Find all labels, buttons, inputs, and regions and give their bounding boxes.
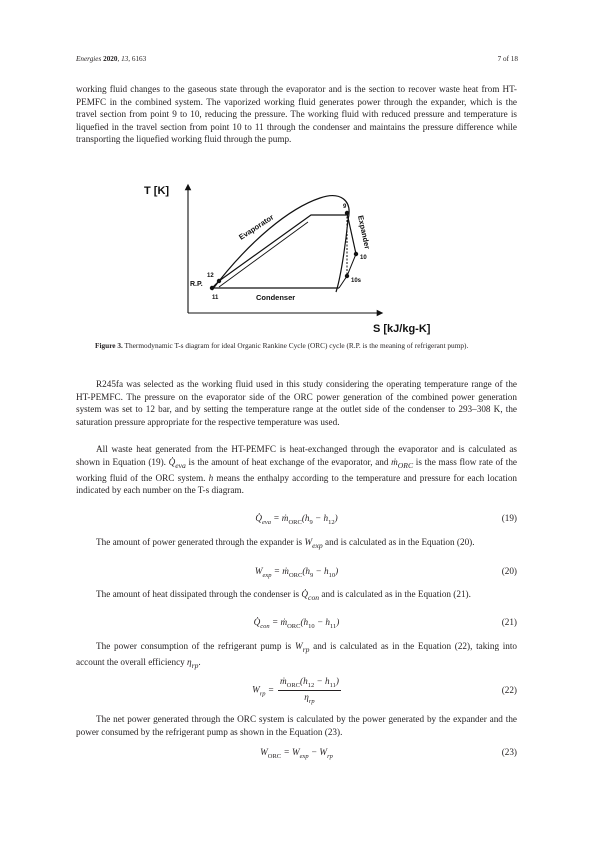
point-9 bbox=[345, 211, 349, 215]
p5-part-a: The amount of heat dissipated through the condenser is bbox=[96, 589, 300, 599]
equation-19: $Q̇_{eva}$ = $ṁ_{ORC}(h_9 - h_{12})$ (19) bbox=[255, 513, 517, 526]
rp-label: R.P. bbox=[190, 281, 203, 288]
equation-number-20: (20) bbox=[501, 566, 517, 576]
p6-part-b: and is calculated as in the Equation (22), taking into account the overall efficiency bbox=[76, 641, 518, 668]
paragraph-3: All waste heat generated from the HT-PEMFC is heat-exchanged through the evaporator and is calculated as shown in Equation (19). $Q̇_{eva}$ is the amount of heat exchange of the evaporator, and $ṁ_{ORC}$ is the mass flow rate of the working fluid of the ORC system. h means the enthalpy according to the temperature and pressure for each location indicated by each number on the T-s diagram. bbox=[76, 444, 518, 496]
p3-part-d: means the enthalpy according to the temperature and pressure for each location indicated by each number on the T-s diagram. bbox=[76, 472, 518, 496]
point-10s-label: 10s bbox=[351, 278, 362, 284]
point-11-label: 11 bbox=[212, 295, 219, 301]
paragraph-2: R245fa was selected as the working fluid used in this study considering the operating temperature range of the HT-PEMFC. The pressure on the evaporator side of the ORC power generation of the combined power generation system was set to 12 bar, and by setting the temperature range at the outlet side of the condenser to 293–308 K, the saturation pressure appropriate for the respective temperature was used. bbox=[76, 379, 517, 427]
evaporator-line-lower bbox=[219, 222, 308, 287]
equation-23: $W_{ORC} = W_{exp} - W_{rp}$ (23) bbox=[260, 747, 517, 760]
equation-number-21: (21) bbox=[501, 617, 517, 627]
paragraph-6: The power consumption of the refrigerant pump is $W_{rp}$ and is calculated as in the Equation (22), taking into account the overall efficiency $\eta_{rp}$. bbox=[76, 641, 518, 671]
evaporator-line bbox=[219, 212, 347, 281]
expander-label: Expander bbox=[356, 214, 372, 250]
equation-20: $W_{exp}$ = $ṁ_{ORC}(h_9 - h_{10})$ (20) bbox=[254, 566, 517, 579]
page-number: 7 of 18 bbox=[497, 55, 518, 63]
paragraph-4: The amount of power generated through the expander is $W_{exp}$ and is calculated as in the Equation (20). bbox=[96, 537, 475, 550]
p4-part-a: The amount of power generated through the expander is bbox=[96, 537, 303, 547]
point-10s bbox=[345, 274, 349, 278]
y-axis-label: T [K] bbox=[144, 185, 170, 197]
equation-number-22: (22) bbox=[501, 685, 517, 695]
point-12-label: 12 bbox=[207, 273, 214, 279]
evaporator-label: Evaporator bbox=[237, 212, 276, 242]
ts-diagram bbox=[140, 180, 470, 342]
p6-part-a: The power consumption of the refrigerant pump is bbox=[96, 641, 292, 651]
paragraph-7: The net power generated through the ORC system is calculated by the power generated by the expander and the power consumed by the refrigerant pump as shown in the Equation (23). bbox=[76, 714, 517, 737]
point-11 bbox=[210, 286, 214, 290]
p3-part-c: is the mass flow rate of the working fluid of the ORC system. bbox=[76, 456, 517, 483]
equation-22: $W_{rp}$ = $\frac{ṁ_{ORC}(h_{12} - h_{11})}{\eta_{rp}}$ (22) bbox=[252, 676, 517, 705]
journal-volume: 13 bbox=[121, 55, 129, 63]
point-10-label: 10 bbox=[360, 255, 367, 261]
condenser-label: Condenser bbox=[256, 293, 296, 302]
figure-caption-text: Thermodynamic T-s diagram for ideal Organic Rankine Cycle (ORC) cycle (R.P. is the meaning of refrigerant pump). bbox=[124, 341, 469, 350]
x-axis-label: S [kJ/kg-K] bbox=[373, 323, 431, 335]
point-9-label: 9 bbox=[343, 204, 347, 210]
expander-line bbox=[347, 213, 356, 254]
p4-part-b: and is calculated as in the Equation (20). bbox=[325, 537, 475, 547]
p3-part-b: is the amount of heat exchange of the evaporator, and bbox=[188, 456, 389, 467]
journal-name: Energies bbox=[76, 55, 102, 63]
point-10 bbox=[354, 252, 358, 256]
equation-number-19: (19) bbox=[501, 513, 517, 523]
p5-part-b: and is calculated as in the Equation (21). bbox=[321, 589, 471, 599]
running-header: Energies 2020, 13, 6163 bbox=[76, 55, 147, 63]
equation-number-23: (23) bbox=[501, 747, 517, 757]
equation-21: $Q̇_{con}$ = $ṁ_{ORC}(h_{10} - h_{11})$ (21) bbox=[253, 617, 517, 630]
point-12 bbox=[217, 279, 221, 283]
paragraph-5: The amount of heat dissipated through the condenser is $Q̇_{con}$ and is calculated as in the Equation (21). bbox=[96, 589, 471, 602]
paragraph-1: working fluid changes to the gaseous state through the evaporator and is the section to recover waste heat from HT-PEMFC in the combined system. The vaporized working fluid generates power through the expander, which is the travel section from point 9 to 10, reducing the pressure. The working fluid with reduced pressure and temperature is liquefied in the travel section from point 10 to 11 through the condenser and maintains the pressure difference while transporting the liquefied working fluid through the pump. bbox=[76, 84, 517, 144]
figure-caption bbox=[95, 341, 505, 352]
journal-year: 2020 bbox=[103, 55, 118, 63]
p3-part-a: All waste heat generated from the HT-PEMFC is heat-exchanged through the evaporator and is calculated as shown in Equation (19). bbox=[76, 444, 517, 467]
article-number: 6163 bbox=[131, 55, 147, 63]
figure-label: Figure 3. bbox=[95, 341, 123, 350]
